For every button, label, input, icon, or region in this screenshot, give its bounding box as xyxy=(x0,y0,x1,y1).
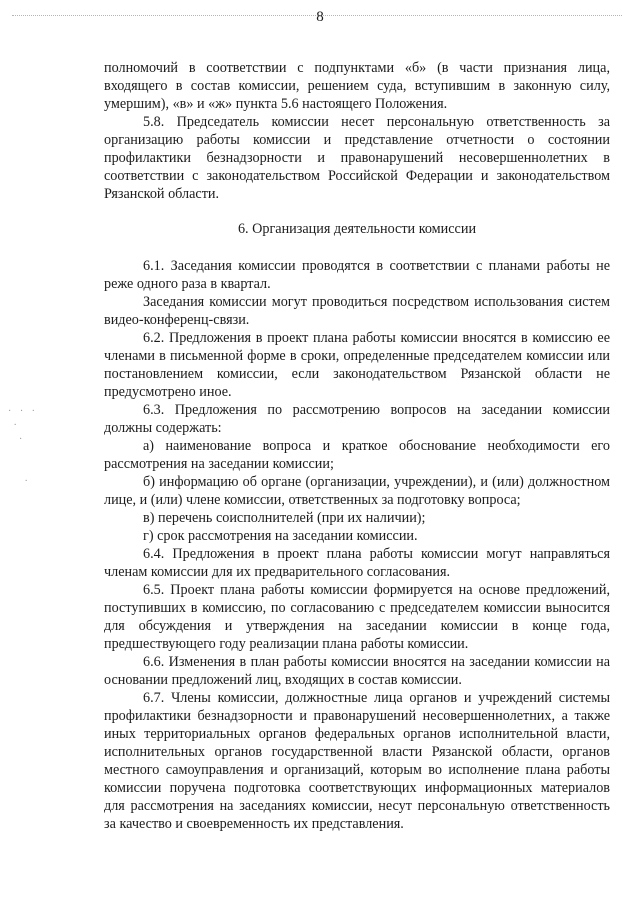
paragraph-6-3: 6.3. Предложения по рассмотрению вопросов на заседании комиссии должны содержать: xyxy=(104,402,610,436)
paragraph-6-2: 6.2. Предложения в проект плана работы комиссии вносятся в комиссию ее членами в письменной форме в сроки, определенные председателем комиссии или постановлением комиссии, если законодательством Рязанской области не предусмотрено иное. xyxy=(104,330,610,400)
list-item-g: г) срок рассмотрения на заседании комиссии. xyxy=(143,528,418,544)
paragraph-5-8: 5.8. Председатель комиссии несет персональную ответственность за организацию работы комиссии и представление отчетности о состоянии профилактики безнадзорности и правонарушений несовершеннолетних в соответствии с законодательством Российской Федерации и законодательством Рязанской области. xyxy=(104,114,610,202)
list-item-v: в) перечень соисполнителей (при их наличии); xyxy=(143,510,426,526)
paragraph-6-5: 6.5. Проект плана работы комиссии формируется на основе предложений, поступивших в комиссию, по согласованию с председателем комиссии выносится для обсуждения и утверждения на заседании комиссии в конце года, предшествующего году реализации плана работы комиссии. xyxy=(104,582,610,652)
paragraph-6-1: 6.1. Заседания комиссии проводятся в соответствии с планами работы не реже одного раза в квартал. xyxy=(104,258,610,292)
paragraph-6-4: 6.4. Предложения в проект плана работы комиссии могут направляться членам комиссии для их предварительного согласования. xyxy=(104,546,610,580)
paragraph-6-6: 6.6. Изменения в план работы комиссии вносятся на заседании комиссии на основании предложений лиц, входящих в состав комиссии. xyxy=(104,654,610,688)
list-item-a: а) наименование вопроса и краткое обоснование необходимости его рассмотрения на заседании комиссии; xyxy=(104,438,610,472)
list-item-b: б) информацию об органе (организации, учреждении), и (или) должностном лице, и (или) члене комиссии, ответственных за подготовку вопроса; xyxy=(104,474,610,508)
section-heading: 6. Организация деятельности комиссии xyxy=(237,221,477,237)
scan-margin-marks: · · · · · · xyxy=(8,406,38,487)
page-number: 8 xyxy=(316,9,324,25)
document-body xyxy=(104,59,610,833)
paragraph-6-1-vks: Заседания комиссии могут проводиться посредством использования систем видео-конференц-связи. xyxy=(104,294,610,328)
paragraph-6-7: 6.7. Члены комиссии, должностные лица органов и учреждений системы профилактики безнадзорности и правонарушений несовершеннолетних, а также иных территориальных органов федеральных органов исполнительной власти, исполнительных органов государственной власти Рязанской области, органов местного самоуправления и организаций, которым во исполнение плана работы комиссии поручена подготовка соответствующих информационных материалов для рассмотрения на заседаниях комиссии, несут персональную ответственность за качество и своевременность их представления. xyxy=(104,690,610,832)
paragraph-continuation: полномочий в соответствии с подпунктами «б» (в части признания лица, входящего в состав комиссии, решением суда, вступившим в законную силу, умершим), «в» и «ж» пункта 5.6 настоящего Положения. xyxy=(104,60,610,112)
